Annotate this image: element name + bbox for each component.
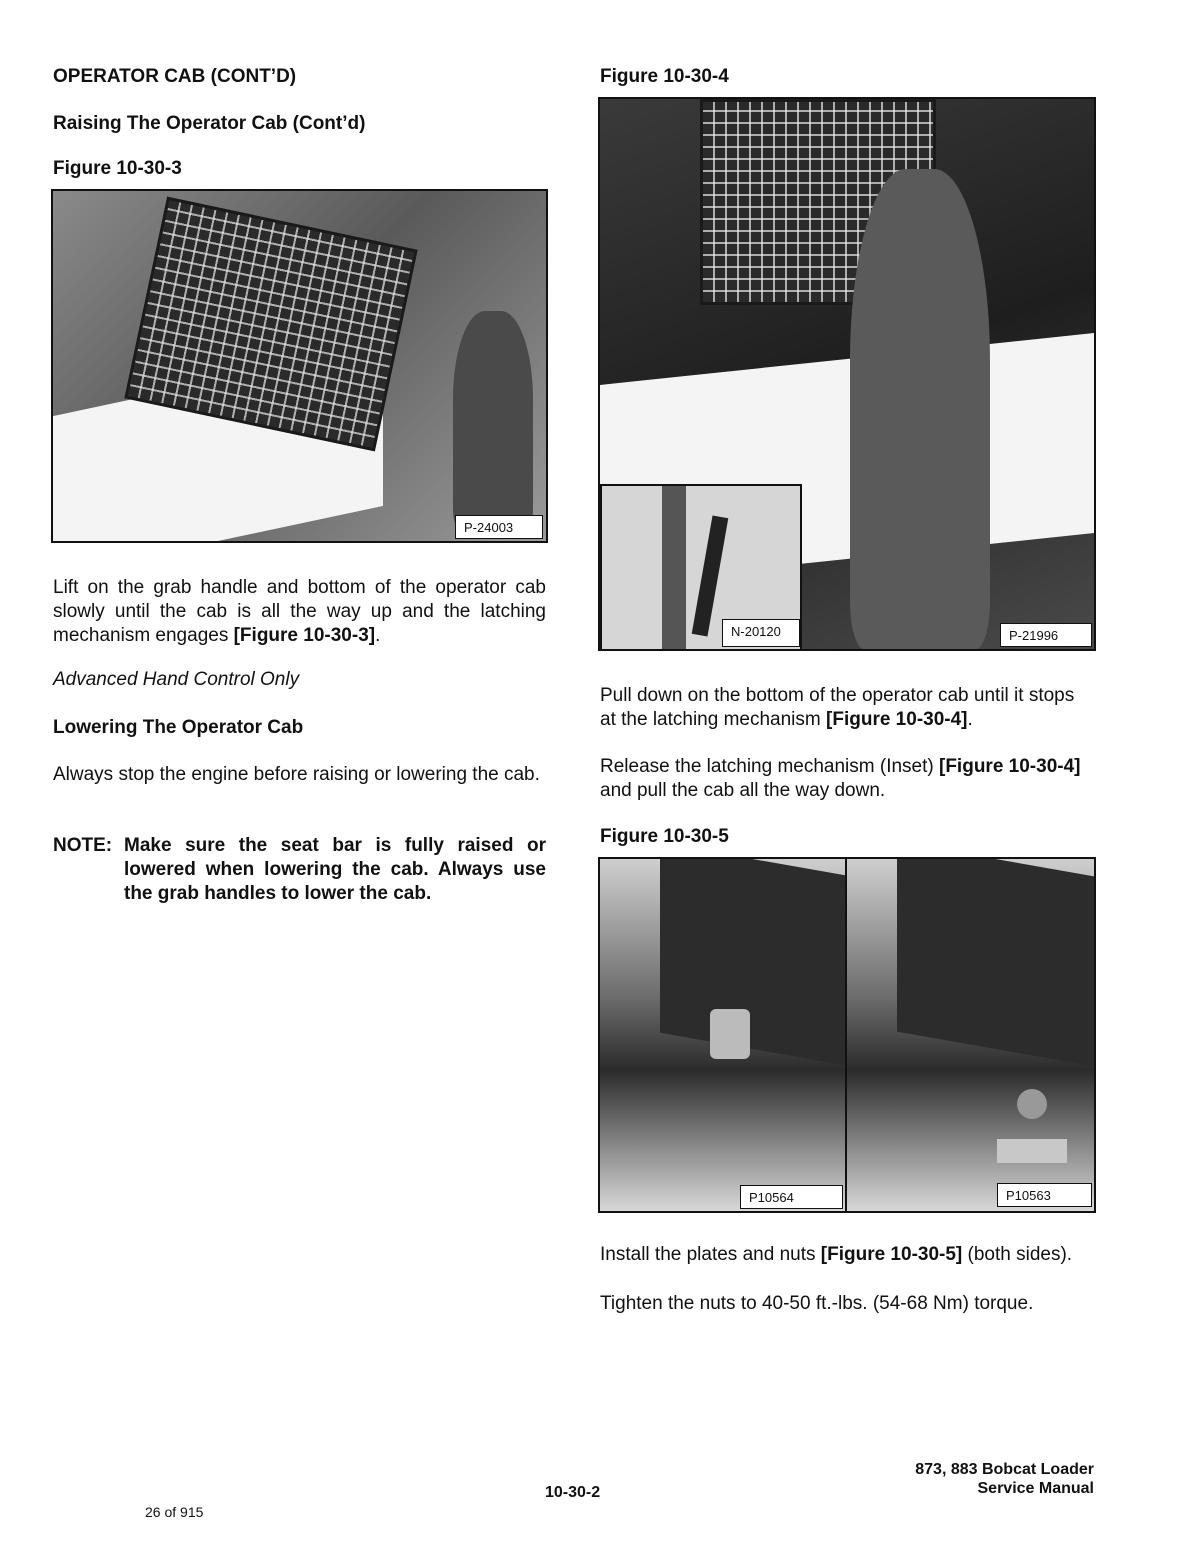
paragraph-tighten-nuts: Tighten the nuts to 40-50 ft.-lbs. (54-68 Nm) torque. [600, 1293, 1034, 1314]
latch-inset-photo [600, 484, 802, 651]
note-label: NOTE: [53, 835, 113, 856]
latch-post [662, 486, 686, 649]
figure-10-30-5-photo-left [598, 857, 847, 1213]
paragraph-pull-down: Pull down on the bottom of the operator cab until it stops at the latching mechanism [Figure 10-30-4]. [600, 685, 1075, 730]
nut-and-bolt [710, 1009, 750, 1059]
figure-10-30-5-photo-right [845, 857, 1096, 1213]
photo-id: P-24003 [455, 515, 543, 539]
photo-id: P10563 [997, 1183, 1092, 1207]
technician-figure [850, 169, 990, 649]
page-count: 26 of 915 [145, 1504, 204, 1520]
photo-id: P-21996 [1000, 623, 1092, 647]
section-title: OPERATOR CAB (CONT’D) [53, 66, 297, 87]
photo-id: P10564 [740, 1185, 843, 1209]
lowering-cab-title: Lowering The Operator Cab [53, 717, 304, 738]
figure-10-30-4-label: Figure 10-30-4 [600, 66, 729, 87]
figure-10-30-3-photo [51, 189, 548, 543]
cab-corner [660, 857, 845, 1065]
paragraph-stop-engine: Always stop the engine before raising or lowering the cab. [53, 764, 540, 785]
note-text: Make sure the seat bar is fully raised or lowered when lowering the cab. Always use the grab handles to lower the cab. [124, 835, 546, 904]
inset-photo-id: N-20120 [722, 619, 800, 647]
figure-10-30-5-label: Figure 10-30-5 [600, 826, 729, 847]
manual-title: 873, 883 Bobcat Loader Service Manual [915, 1461, 1094, 1497]
figure-10-30-4-photo [598, 97, 1096, 651]
technician-figure [453, 311, 533, 531]
figure-ref: [Figure 10-30-5] [820, 1244, 963, 1265]
figure-10-30-3-label: Figure 10-30-3 [53, 158, 182, 179]
paragraph-release-latch: Release the latching mechanism (Inset) [Figure 10-30-4] and pull the cab all the way down. [600, 756, 1081, 801]
note-block [53, 834, 546, 906]
subsection-title: Raising The Operator Cab (Cont’d) [53, 113, 366, 134]
plate [997, 1139, 1067, 1163]
cab-corner [897, 857, 1094, 1066]
figure-ref: [Figure 10-30-3] [233, 625, 376, 646]
figure-ref: [Figure 10-30-4] [826, 709, 968, 730]
paragraph-install-plates: Install the plates and nuts [Figure 10-30-5] (both sides). [600, 1244, 1073, 1265]
nut [1017, 1089, 1047, 1119]
advanced-hand-control-note: Advanced Hand Control Only [53, 669, 300, 690]
figure-ref: [Figure 10-30-4] [939, 756, 1081, 777]
paragraph-raising-cab: Lift on the grab handle and bottom of the operator cab slowly until the cab is all the way up and the latching mechanism engages [Figure 10-30-3]. [53, 577, 546, 646]
page-number: 10-30-2 [545, 1484, 601, 1501]
